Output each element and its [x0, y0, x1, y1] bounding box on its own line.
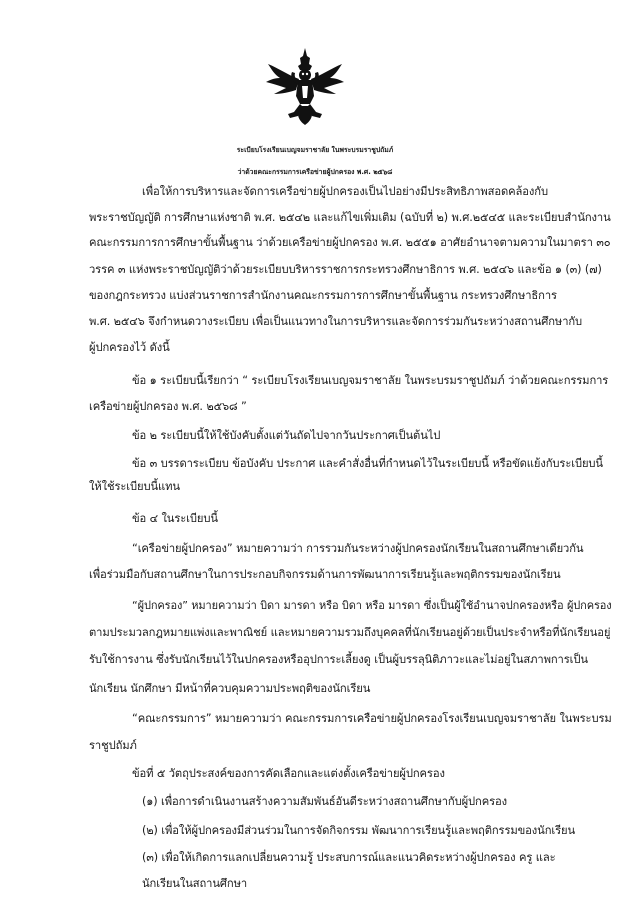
definition-network-line-2: เพื่อร่วมมือกับสถานศึกษาในการประกอบกิจกรรมด้านการพัฒนาการเรียนรู้และพฤติกรรมของนักเรียน — [89, 568, 561, 581]
clause-2: ข้อ ๒ ระเบียบนี้ให้ใช้บังคับตั้งแต่วันถัดไปจากวันประกาศเป็นต้นไป — [132, 429, 441, 442]
garuda-emblem-icon — [262, 46, 348, 126]
objective-3-line-1: (๓) เพื่อให้เกิดการแลกเปลี่ยนความรู้ ประสบการณ์และแนวคิดระหว่างผู้ปกครอง ครู และ — [142, 851, 556, 864]
preamble-line-2: พระราชบัญญัติ การศึกษาแห่งชาติ พ.ศ. ๒๕๔๒ และแก้ไขเพิ่มเติม (ฉบับที่ ๒) พ.ศ.๒๕๔๕ และระเบียบสำนักงาน — [89, 211, 611, 224]
definition-parent-line-4: นักเรียน นักศึกษา มีหน้าที่ควบคุมความประพฤติของนักเรียน — [89, 682, 371, 695]
definition-committee-line-2: ราชูปถัมภ์ — [89, 739, 137, 752]
clause-1-line-1: ข้อ ๑ ระเบียบนี้เรียกว่า “ ระเบียบโรงเรียนเบญจมราชาลัย ในพระบรมราชูปถัมภ์ ว่าด้วยคณะกรรมการ — [132, 374, 609, 387]
document-subtitle: ว่าด้วยคณะกรรมการเครือข่ายผู้ปกครอง พ.ศ. ๒๕๖๘ — [237, 168, 393, 176]
document-title: ระเบียบโรงเรียนเบญจมราชาลัย ในพระบรมราชูปถัมภ์ — [236, 146, 394, 154]
preamble-line-7: ผู้ปกครองไว้ ดังนี้ — [89, 341, 170, 354]
objective-3-line-2: นักเรียนในสถานศึกษา — [142, 877, 248, 890]
definition-parent-line-3: รับใช้การงาน ซึ่งรับนักเรียนไว้ในปกครองหรืออุปการะเลี้ยงดู เป็นผู้บรรลุนิติภาวะและไม่อยู่ในสภาพการเป็น — [89, 653, 588, 666]
preamble-line-6: พ.ศ. ๒๕๔๖ จึงกำหนดวางระเบียบ เพื่อเป็นแนวทางในการบริหารและจัดการร่วมกันระหว่างสถานศึกษากับ — [89, 315, 583, 328]
clause-3-line-2: ให้ใช้ระเบียบนี้แทน — [89, 480, 180, 493]
clause-4: ข้อ ๔ ในระเบียบนี้ — [132, 512, 218, 525]
definition-parent-line-1: “ผู้ปกครอง” หมายความว่า บิดา มารดา หรือ บิดา หรือ มารดา ซึ่งเป็นผู้ใช้อำนาจปกครองหรือ ผู้ปกครอง — [132, 599, 612, 612]
preamble-line-4: วรรค ๓ แห่งพระราชบัญญัติว่าด้วยระเบียบบริหารราชการกระทรวงศึกษาธิการ พ.ศ. ๒๕๔๖ และข้อ ๑ (๓) (๗) — [89, 263, 602, 276]
clause-1-line-2: เครือข่ายผู้ปกครอง พ.ศ. ๒๕๖๘ ” — [89, 400, 247, 413]
objective-1: (๑) เพื่อการดำเนินงานสร้างความสัมพันธ์อันดีระหว่างสถานศึกษากับผู้ปกครอง — [142, 795, 507, 808]
objective-2: (๒) เพื่อให้ผู้ปกครองมีส่วนร่วมในการจัดกิจกรรม พัฒนาการเรียนรู้และพฤติกรรมของนักเรียน — [142, 824, 576, 837]
definition-network-line-1: “เครือข่ายผู้ปกครอง” หมายความว่า การรวมกันระหว่างผู้ปกครองนักเรียนในสถานศึกษาเดียวกัน — [132, 542, 584, 555]
definition-committee-line-1: “คณะกรรมการ” หมายความว่า คณะกรรมการเครือข่ายผู้ปกครองโรงเรียนเบญจมราชาลัย ในพระบรม — [132, 712, 612, 725]
preamble-line-1: เพื่อให้การบริหารและจัดการเครือข่ายผู้ปกครองเป็นไปอย่างมีประสิทธิภาพสอดคล้องกับ — [142, 185, 548, 198]
preamble-line-5: ของกฎกระทรวง แบ่งส่วนราชการสำนักงานคณะกรรมการการศึกษาขั้นพื้นฐาน กระทรวงศึกษาธิการ — [89, 289, 557, 302]
clause-3-line-1: ข้อ ๓ บรรดาระเบียบ ข้อบังคับ ประกาศ และคำสั่งอื่นที่กำหนดไว้ในระเบียบนี้ หรือขัดแย้งกับระเบียบนี้ — [132, 457, 603, 470]
definition-parent-line-2: ตามประมวลกฎหมายแพ่งและพาณิชย์ และหมายความรวมถึงบุคคลที่นักเรียนอยู่ด้วยเป็นประจำหรือที่นักเรียนอยู่ — [89, 626, 611, 639]
clause-5-heading: ข้อที่ ๕ วัตถุประสงค์ของการคัดเลือกและแต่งตั้งเครือข่ายผู้ปกครอง — [132, 767, 445, 780]
preamble-line-3: คณะกรรมการการศึกษาขั้นพื้นฐาน ว่าด้วยเครือข่ายผู้ปกครอง พ.ศ. ๒๕๕๑ อาศัยอำนาจตามความในมาตรา ๓๐ — [89, 236, 611, 249]
